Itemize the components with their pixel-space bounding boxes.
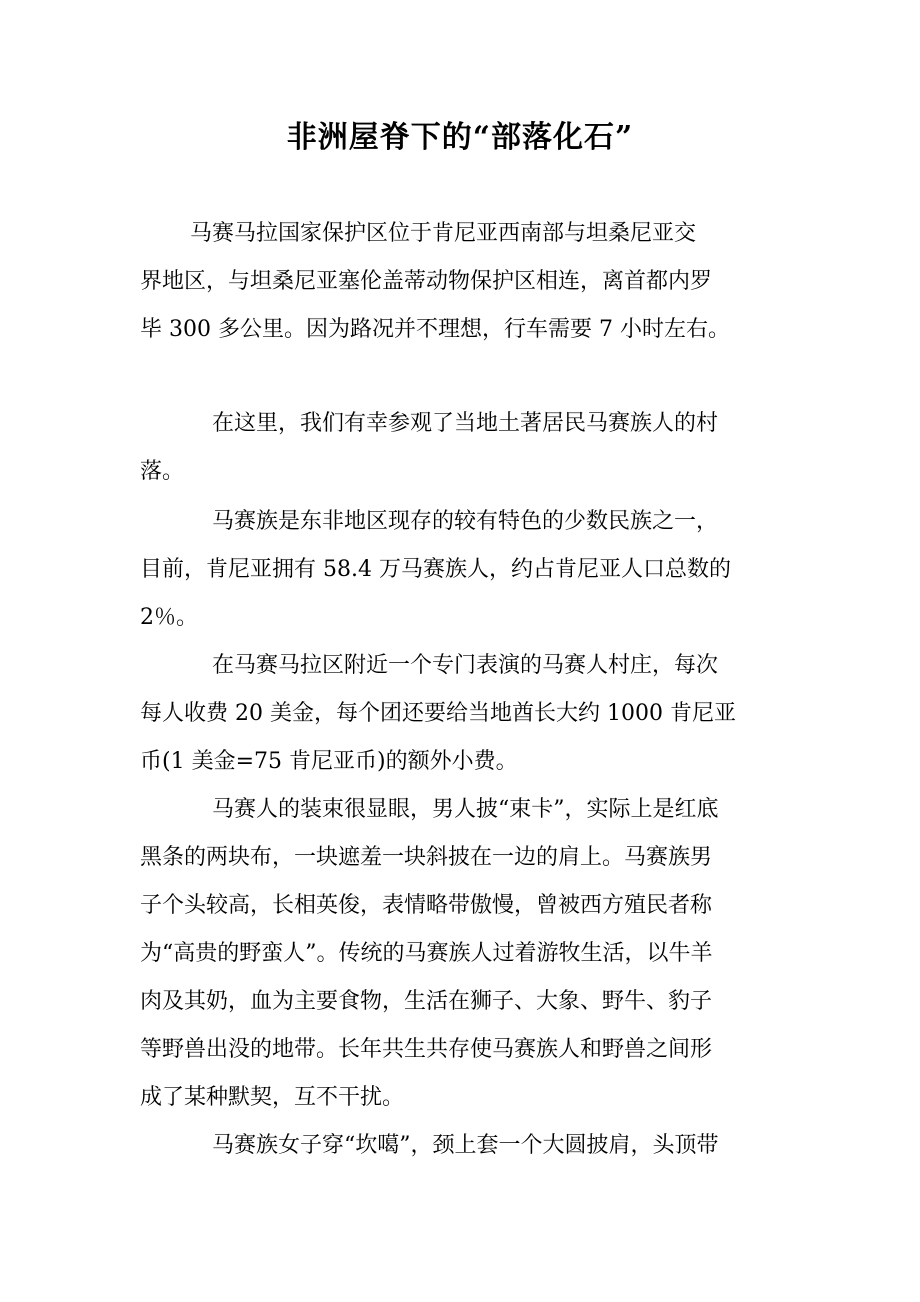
paragraph-line: 子个头较高，长相英俊，表情略带傲慢，曾被西方殖民者称	[140, 893, 713, 918]
paragraph-line: 落。	[140, 459, 185, 484]
paragraph-line: 成了某种默契，互不干扰。	[140, 1085, 405, 1110]
paragraph-line: 马赛马拉国家保护区位于肯尼亚西南部与坦桑尼亚交	[190, 221, 697, 246]
paragraph-line: 为“高贵的野蛮人”。传统的马赛族人过着游牧生活，以牛羊	[140, 941, 713, 966]
paragraph-line: 在这里，我们有幸参观了当地土著居民马赛族人的村	[212, 411, 719, 436]
paragraph-line: 每人收费 20 美金，每个团还要给当地酋长大约 1000 肯尼亚	[140, 701, 736, 726]
paragraph-line: 在马赛马拉区附近一个专门表演的马赛人村庄，每次	[212, 653, 719, 678]
paragraph-women-attire	[140, 1122, 785, 1170]
document-title: 非洲屋脊下的“部落化石”	[286, 120, 634, 155]
paragraph-line: 币(1 美金=75 肯尼亚币)的额外小费。	[140, 749, 518, 774]
paragraph-village	[140, 400, 785, 496]
paragraph-line: 等野兽出没的地带。长年共生共存使马赛族人和野兽之间形	[140, 1037, 713, 1062]
paragraph-line: 2％。	[140, 605, 198, 630]
paragraph-line: 目前，肯尼亚拥有 58.4 万马赛族人，约占肯尼亚人口总数的	[140, 557, 731, 582]
paragraph-intro	[140, 210, 785, 354]
paragraph-line: 毕 300 多公里。因为路况并不理想，行车需要 7 小时左右。	[140, 317, 730, 342]
paragraph-line: 马赛人的装束很显眼，男人披“束卡”，实际上是红底	[212, 797, 719, 822]
paragraph-line: 界地区，与坦桑尼亚塞伦盖蒂动物保护区相连，离首都内罗	[140, 269, 713, 294]
paragraph-line: 马赛族是东非地区现存的较有特色的少数民族之一，	[212, 509, 719, 534]
paragraph-men-attire	[140, 786, 785, 1122]
paragraph-line: 肉及其奶，血为主要食物，生活在狮子、大象、野牛、豹子	[140, 989, 713, 1014]
paragraph-fees	[140, 642, 785, 786]
paragraph-line: 黑条的两块布，一块遮羞一块斜披在一边的肩上。马赛族男	[140, 845, 713, 870]
paragraph-population	[140, 498, 785, 642]
paragraph-line: 马赛族女子穿“坎噶”，颈上套一个大圆披肩，头顶带	[212, 1133, 719, 1158]
